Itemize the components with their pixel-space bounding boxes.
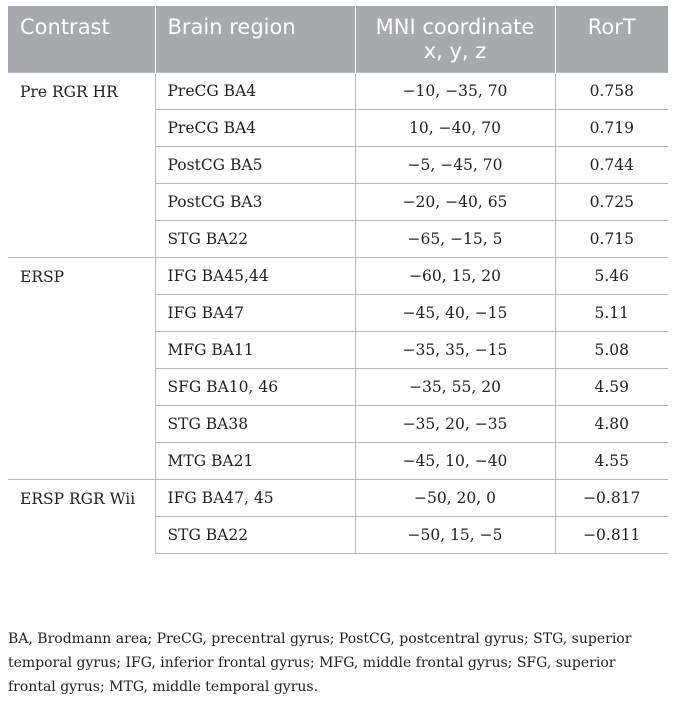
- cell-region: PreCG BA4: [155, 109, 355, 146]
- table-header: [8, 6, 668, 72]
- cell-rort: −0.811: [555, 516, 668, 553]
- group-contrast-pre-rgr-hr: Pre RGR HR: [8, 72, 155, 257]
- cell-region: STG BA22: [155, 516, 355, 553]
- cell-mni: −35, 55, 20: [355, 368, 555, 405]
- header-mni-coordinate: [355, 6, 555, 72]
- cell-mni: −45, 10, −40: [355, 442, 555, 479]
- cell-mni: −35, 35, −15: [355, 331, 555, 368]
- group-contrast-ersp-rgr-wii: ERSP RGR Wii: [8, 479, 155, 553]
- cell-region: PreCG BA4: [155, 72, 355, 109]
- cell-region: IFG BA47: [155, 294, 355, 331]
- cell-region: STG BA22: [155, 220, 355, 257]
- cell-rort: 4.80: [555, 405, 668, 442]
- cell-mni: −20, −40, 65: [355, 183, 555, 220]
- cell-region: MTG BA21: [155, 442, 355, 479]
- cell-region: STG BA38: [155, 405, 355, 442]
- cell-mni: −65, −15, 5: [355, 220, 555, 257]
- table-row: [8, 72, 668, 109]
- header-contrast: Contrast: [8, 6, 155, 72]
- cell-region: IFG BA45,44: [155, 257, 355, 294]
- cell-rort: 5.08: [555, 331, 668, 368]
- cell-rort: 0.725: [555, 183, 668, 220]
- group-contrast-ersp: ERSP: [8, 257, 155, 479]
- table-row: [8, 257, 668, 294]
- cell-region: PostCG BA3: [155, 183, 355, 220]
- table-row: [8, 479, 668, 516]
- cell-mni: −50, 20, 0: [355, 479, 555, 516]
- cell-rort: 0.758: [555, 72, 668, 109]
- cell-mni: −60, 15, 20: [355, 257, 555, 294]
- cell-region: SFG BA10, 46: [155, 368, 355, 405]
- cell-rort: −0.817: [555, 479, 668, 516]
- cell-region: IFG BA47, 45: [155, 479, 355, 516]
- cell-mni: −35, 20, −35: [355, 405, 555, 442]
- table-body: [8, 72, 668, 553]
- cell-mni: −5, −45, 70: [355, 146, 555, 183]
- cell-rort: 4.59: [555, 368, 668, 405]
- header-mni-line2: x, y, z: [423, 39, 487, 63]
- cell-mni: −10, −35, 70: [355, 72, 555, 109]
- cell-rort: 5.46: [555, 257, 668, 294]
- cell-region: PostCG BA5: [155, 146, 355, 183]
- cell-mni: −50, 15, −5: [355, 516, 555, 553]
- table-footnote: BA, Brodmann area; PreCG, precentral gyrus; PostCG, postcentral gyrus; STG, superior temporal gyrus; IFG, inferior frontal gyrus; MFG, middle frontal gyrus; SFG, superior frontal gyrus; MTG, middle temporal gyrus.: [8, 631, 632, 695]
- cell-mni: 10, −40, 70: [355, 109, 555, 146]
- cell-mni: −45, 40, −15: [355, 294, 555, 331]
- results-table: [8, 6, 668, 554]
- cell-region: MFG BA11: [155, 331, 355, 368]
- cell-rort: 0.719: [555, 109, 668, 146]
- header-brain-region: Brain region: [155, 6, 355, 72]
- cell-rort: 5.11: [555, 294, 668, 331]
- header-rort: RorT: [555, 6, 668, 72]
- cell-rort: 0.715: [555, 220, 668, 257]
- cell-rort: 0.744: [555, 146, 668, 183]
- header-mni-line1: MNI coordinate: [375, 15, 535, 39]
- cell-rort: 4.55: [555, 442, 668, 479]
